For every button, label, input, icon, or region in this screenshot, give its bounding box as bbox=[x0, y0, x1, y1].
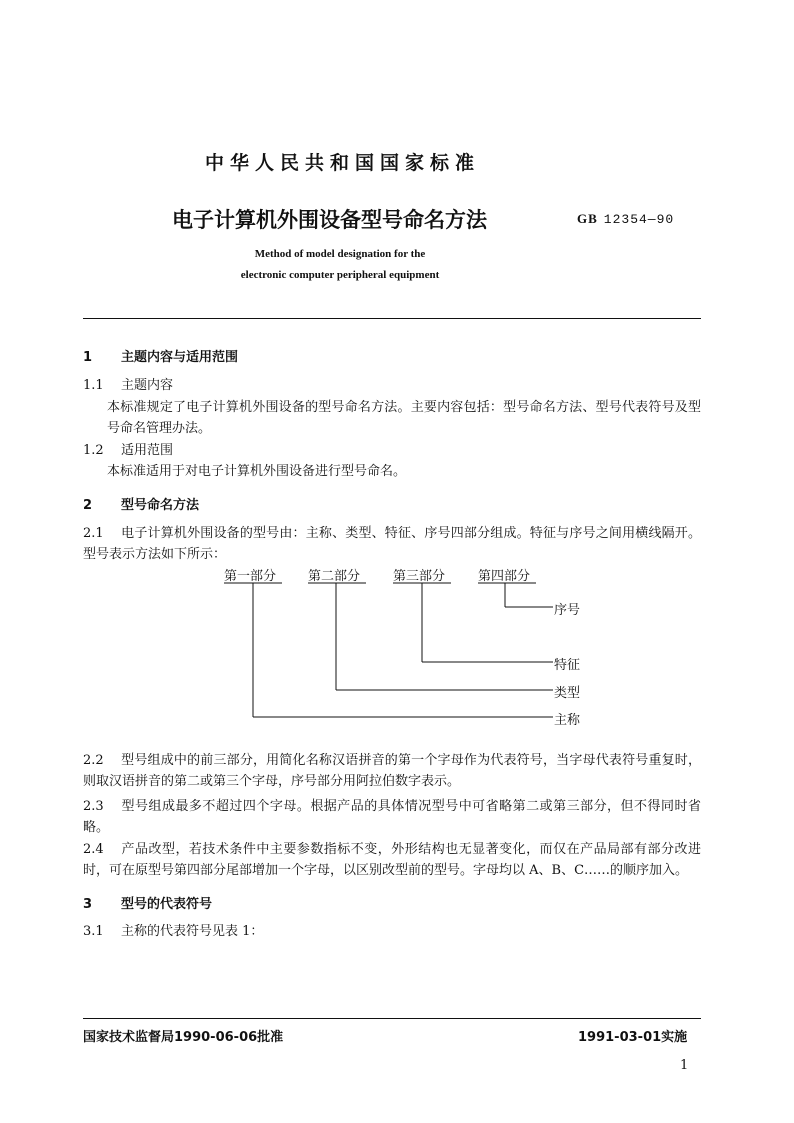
clause-2-2 bbox=[83, 750, 701, 792]
section-title: 型号命名方法 bbox=[121, 498, 200, 513]
clause-number: 2.2 bbox=[83, 753, 104, 768]
footer-divider bbox=[83, 1018, 701, 1019]
clause-title: 主题内容 bbox=[121, 378, 174, 393]
clause-number: 2.3 bbox=[83, 799, 104, 814]
diagram-label-type: 类型 bbox=[554, 686, 581, 701]
diagram-part-2: 第二部分 bbox=[308, 569, 361, 584]
section-title: 主题内容与适用范围 bbox=[121, 350, 239, 365]
paragraph-text: 型号组成最多不超过四个字母。根据产品的具体情况型号中可省略第二或第三部分，但不得同时省略。 bbox=[83, 799, 701, 835]
paragraph-text: 产品改型，若技术条件中主要参数指标不变，外形结构也无显著变化，而仅在产品局部有部分改进时，可在原型号第四部分尾部增加一个字母，以区别改型前的型号。字母均以 A、B、C……的顺序加入。 bbox=[83, 842, 701, 878]
english-title-line1: Method of model designation for the bbox=[254, 248, 426, 260]
diagram-part-3: 第三部分 bbox=[393, 569, 446, 584]
code-number: 12354—90 bbox=[603, 212, 675, 227]
clause-number: 1.2 bbox=[83, 443, 104, 458]
effective-date: 1991-03-01实施 bbox=[578, 1030, 688, 1045]
diagram-label-feature: 特征 bbox=[554, 658, 581, 673]
section-number: 2 bbox=[83, 498, 93, 513]
diagram-label-serial: 序号 bbox=[554, 603, 581, 618]
paragraph-text: 本标准规定了电子计算机外围设备的型号命名方法。主要内容包括：型号命名方法、型号代表符号及型号命名管理办法。 bbox=[107, 400, 701, 436]
paragraph-text: 主称的代表符号见表 1： bbox=[121, 924, 264, 939]
clause-title: 适用范围 bbox=[121, 443, 174, 458]
clause-number: 2.4 bbox=[83, 842, 104, 857]
approval-line: 国家技术监督局1990-06-06批准 bbox=[83, 1030, 284, 1045]
section-number: 3 bbox=[83, 897, 93, 912]
english-title-line2: electronic computer peripheral equipment bbox=[240, 269, 440, 281]
clause-3-1 bbox=[83, 922, 263, 942]
paragraph-text: 电子计算机外围设备的型号由：主称、类型、特征、序号四部分组成。特征与序号之间用横线隔开。型号表示方法如下所示： bbox=[83, 526, 701, 562]
code-prefix: GB bbox=[577, 211, 598, 226]
clause-2-3 bbox=[83, 796, 701, 838]
diagram-label-main: 主称 bbox=[554, 713, 581, 728]
diagram-part-1: 第一部分 bbox=[224, 569, 277, 584]
paragraph-text: 型号组成中的前三部分，用简化名称汉语拼音的第一个字母作为代表符号，当字母代表符号重复时，则取汉语拼音的第二或第三个字母，序号部分用阿拉伯数字表示。 bbox=[83, 753, 701, 789]
national-standard-heading: 中华人民共和国国家标准 bbox=[205, 152, 481, 174]
clause-number: 3.1 bbox=[83, 924, 104, 939]
diagram-part-4: 第四部分 bbox=[478, 569, 531, 584]
clause-2-4 bbox=[83, 839, 701, 881]
page-number: 1 bbox=[680, 1058, 689, 1073]
section-number: 1 bbox=[83, 350, 93, 365]
clause-number: 2.1 bbox=[83, 526, 104, 541]
standard-title: 电子计算机外围设备型号命名方法 bbox=[172, 208, 487, 232]
clause-number: 1.1 bbox=[83, 378, 104, 393]
paragraph-text: 本标准适用于对电子计算机外围设备进行型号命名。 bbox=[107, 464, 407, 479]
section-3-heading bbox=[83, 893, 212, 912]
section-title: 型号的代表符号 bbox=[121, 897, 213, 912]
